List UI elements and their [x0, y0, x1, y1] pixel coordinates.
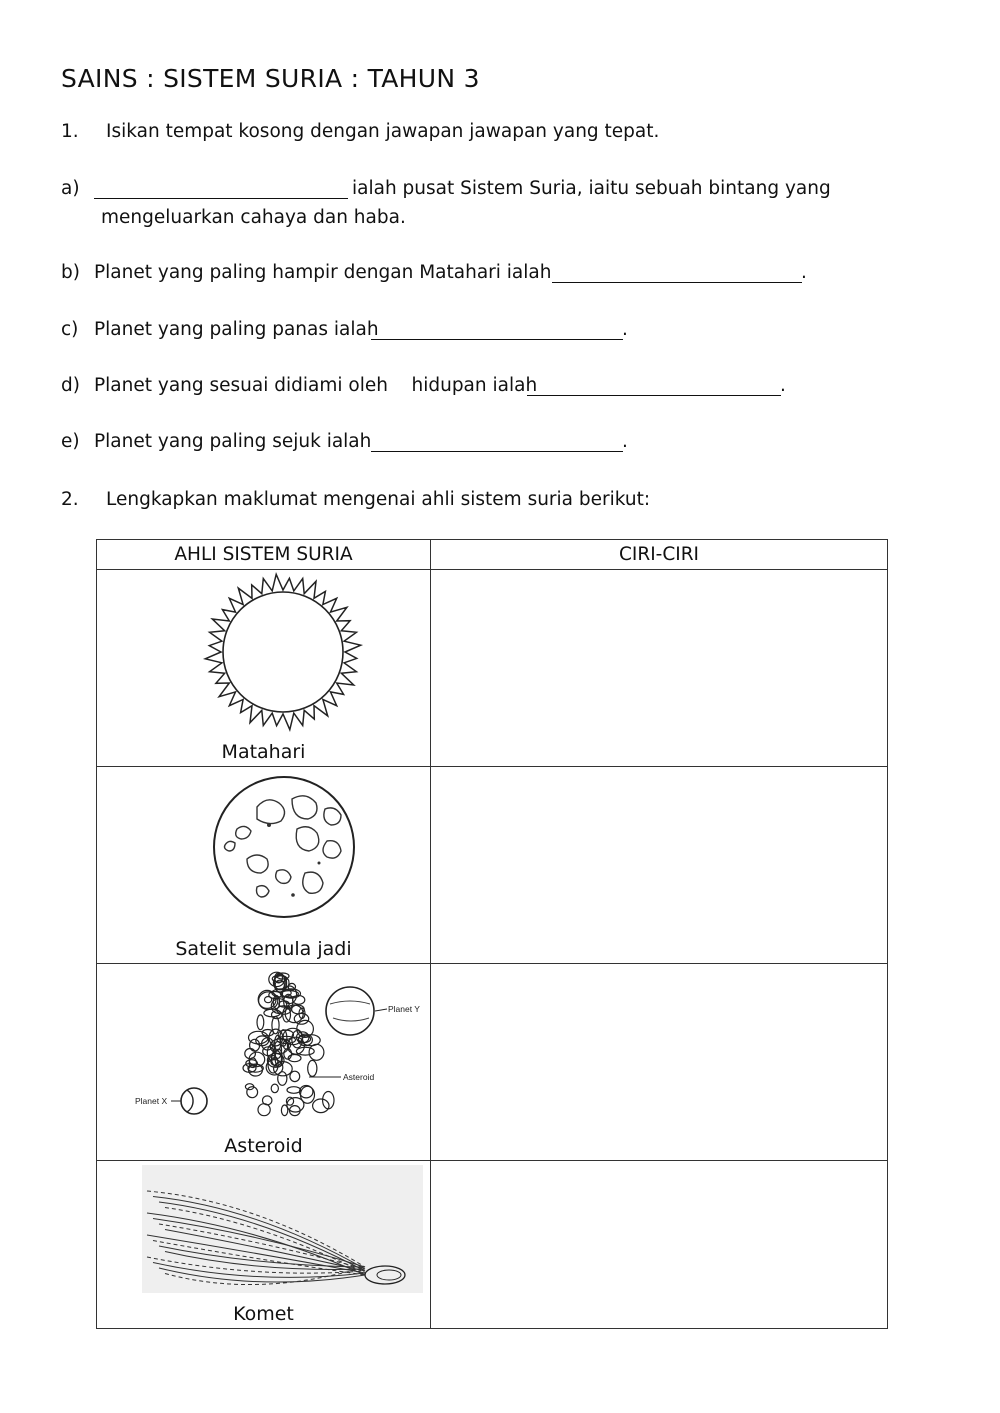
asteroid-rock: [263, 1096, 272, 1105]
item-d-end: .: [780, 375, 786, 396]
asteroid-rock: [278, 1072, 287, 1086]
characteristics-cell[interactable]: [431, 1161, 888, 1329]
asteroid-rock: [271, 1084, 278, 1093]
sun-image: [97, 570, 431, 766]
item-b-text: Planet yang paling hampir dengan Matahari ialah: [94, 262, 552, 283]
member-cell-sun: [97, 570, 431, 767]
item-a-text: ialah pusat Sistem Suria, iaitu sebuah bintang yang: [352, 178, 831, 199]
member-caption: Matahari: [221, 741, 306, 763]
answer-blank-d[interactable]: [527, 377, 781, 396]
member-cell-asteroid: [97, 964, 431, 1161]
member-cell-moon: [97, 767, 431, 964]
member-caption: Asteroid: [224, 1135, 303, 1157]
asteroid-image: [97, 964, 431, 1160]
member-caption: Satelit semula jadi: [175, 938, 352, 960]
asteroid-rock: [309, 1044, 324, 1060]
asteroid-rock: [287, 1087, 301, 1094]
asteroid-rock: [258, 1104, 270, 1116]
table-row: [97, 1161, 888, 1329]
label-asteroid: Asteroid: [343, 1072, 375, 1082]
asteroid-rock: [308, 1060, 317, 1076]
table-row: [97, 767, 888, 964]
question-2-number: 2.: [61, 489, 79, 510]
table-row: [97, 964, 888, 1161]
sun-corona: [205, 574, 360, 729]
item-a-text-line2: mengeluarkan cahaya dan haba.: [101, 207, 406, 228]
item-b-label: b): [61, 262, 80, 283]
asteroid-rock: [265, 997, 272, 1003]
characteristics-cell[interactable]: [431, 570, 888, 767]
characteristics-cell[interactable]: [431, 964, 888, 1161]
label-planet-y: Planet Y: [388, 1004, 420, 1014]
item-d-text: Planet yang sesuai didiami oleh hidupan ialah: [94, 375, 538, 396]
characteristics-cell[interactable]: [431, 767, 888, 964]
item-b-end: .: [801, 262, 807, 283]
member-cell-comet: [97, 1161, 431, 1329]
member-caption: Komet: [233, 1303, 294, 1325]
asteroid-rock: [313, 1099, 329, 1113]
moon-image: [97, 767, 431, 963]
answer-blank-a[interactable]: [94, 180, 348, 199]
label-planet-x: Planet X: [135, 1096, 168, 1106]
item-c-end: .: [622, 319, 628, 340]
header-ahli: AHLI SISTEM SURIA: [97, 540, 431, 570]
item-d-label: d): [61, 375, 80, 396]
asteroid-rock: [290, 1071, 300, 1081]
answer-blank-b[interactable]: [552, 264, 802, 283]
table-row: [97, 570, 888, 767]
answer-blank-e[interactable]: [371, 433, 623, 452]
item-e-end: .: [622, 431, 628, 452]
item-e-label: e): [61, 431, 80, 452]
asteroid-rock: [257, 1015, 264, 1030]
question-1-text: Isikan tempat kosong dengan jawapan jawapan yang tepat.: [106, 121, 660, 142]
question-2-text: Lengkapkan maklumat mengenai ahli sistem suria berikut:: [106, 489, 651, 510]
item-a-label: a): [61, 178, 80, 199]
answer-blank-c[interactable]: [371, 321, 623, 340]
item-e-text: Planet yang paling sejuk ialah: [94, 431, 372, 452]
item-c-text: Planet yang paling panas ialah: [94, 319, 379, 340]
page-title: SAINS : SISTEM SURIA : TAHUN 3: [61, 64, 480, 93]
question-1-number: 1.: [61, 121, 79, 142]
table-header-row: [97, 540, 888, 570]
asteroid-rock: [247, 1087, 258, 1098]
item-c-label: c): [61, 319, 79, 340]
solar-system-table: [96, 539, 888, 1329]
header-ciri: CIRI-CIRI: [431, 540, 888, 570]
